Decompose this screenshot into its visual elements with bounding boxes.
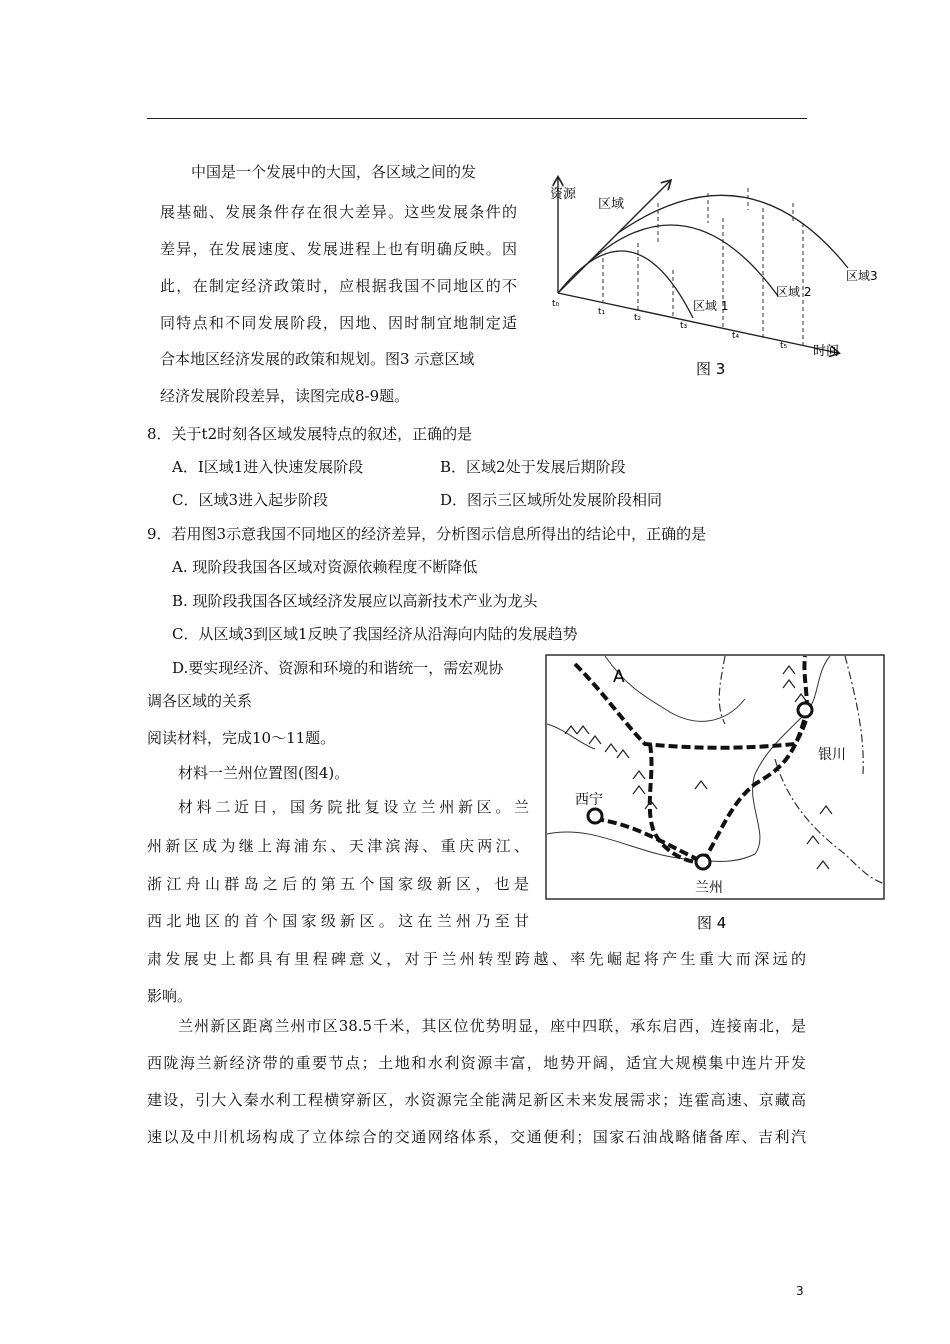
para3-line-3: 建设，引大入秦水利工程横穿新区，水资源完全能满足新区未来发展需求；连霍高速、京藏高	[147, 1091, 806, 1109]
material-2-line-2: 州新区成为继上海浦东、天津滨海、重庆两江、	[147, 837, 529, 855]
yinchuan-marker	[798, 703, 812, 717]
intro-line-2: 展基础、发展条件存在很大差异。这些发展条件的	[160, 203, 517, 221]
intro-line-6: 合本地区经济发展的政策和规划。图3 示意区域	[160, 350, 475, 368]
map-label-a: A	[613, 667, 625, 687]
para3-line-2: 西陇海兰新经济带的重要节点；土地和水利资源丰富，地势开阔，适宜大规模集中连片开发	[147, 1054, 806, 1072]
q8-option-d: D．图示三区域所处发展阶段相同	[440, 491, 663, 509]
fig3-t4: t₄	[732, 331, 740, 341]
q8-stem: 8．关于t2时刻各区域发展特点的叙述，正确的是	[147, 425, 473, 443]
intro-line-7: 经济发展阶段差异，读图完成8-9题。	[160, 387, 410, 405]
q9-option-d-line-2: 调各区域的关系	[147, 692, 253, 710]
fig3-curve-label-3: 区域3	[846, 269, 878, 283]
fig3-x-axis-label: 时间	[813, 344, 840, 359]
figure-4	[545, 654, 887, 934]
fig3-t2: t₂	[634, 313, 642, 323]
material-2-line-4: 西北地区的首个国家级新区。这在兰州乃至甘	[147, 912, 529, 930]
fig3-t3: t₃	[680, 321, 688, 331]
intro-line-4: 此，在制定经济政策时，应根据我国不同地区的不	[160, 277, 517, 295]
read-material-prompt: 阅读材料，完成10～11题。	[147, 729, 336, 747]
material-2-line-5: 肃发展史上都具有里程碑意义，对于兰州转型跨越、率先崛起将产生重大而深远的	[147, 950, 806, 968]
fig3-t0: t₀	[552, 299, 560, 309]
para3-line-4: 速以及中川机场构成了立体综合的交通网络体系，交通便利；国家石油战略储备库、吉利汽	[147, 1128, 806, 1146]
fig3-curve-label-1: 区域 1	[693, 299, 729, 313]
material-1: 材料一兰州位置图(图4)。	[178, 764, 350, 782]
material-2-line-1: 材料二近日，国务院批复设立兰州新区。兰	[178, 798, 529, 816]
material-2-line-3: 浙江舟山群岛之后的第五个国家级新区，也是	[147, 875, 529, 893]
material-2-line-6: 影响。	[147, 987, 193, 1005]
figure-4-graphic	[545, 654, 887, 934]
fig3-caption: 图 3	[696, 360, 726, 378]
map-frame	[546, 655, 884, 899]
para3-line-1: 兰州新区距离兰州市区38.5千米，其区位优势明显，座中四联，承东启西，连接南北，是	[178, 1017, 806, 1035]
q9-option-c: C．从区域3到区域1反映了我国经济从沿海向内陆的发展趋势	[172, 625, 578, 643]
fig3-region-axis-label: 区域	[598, 197, 625, 212]
city-label-xining: 西宁	[575, 792, 603, 808]
intro-line-3: 差异，在发展速度、发展进程上也有明确反映。因	[160, 240, 517, 258]
fig3-y-axis-label: 资源	[550, 187, 577, 202]
figure-3-graphic	[548, 148, 900, 380]
fig3-t5: t₅	[780, 341, 788, 351]
fig3-curve-label-2: 区域 2	[776, 285, 812, 299]
fig3-t1: t₁	[598, 307, 606, 317]
intro-line-5: 同特点和不同发展阶段，因地、因时制宜地制定适	[160, 314, 517, 332]
fig4-caption: 图 4	[697, 914, 727, 932]
q8-option-b: B．区域2处于发展后期阶段	[440, 458, 626, 476]
lanzhou-marker	[696, 855, 710, 869]
figure-3	[548, 148, 900, 380]
q9-option-a: A. 现阶段我国各区域对资源依赖程度不断降低	[172, 558, 478, 576]
header-rule	[147, 118, 807, 119]
page-number: 3	[796, 1284, 804, 1298]
city-label-yinchuan: 银川	[818, 747, 846, 763]
q9-option-b: B. 现阶段我国各区域经济发展应以高新技术产业为龙头	[172, 592, 538, 610]
xining-marker	[588, 809, 602, 823]
curve-region-2	[588, 225, 778, 296]
guide-lines	[603, 188, 803, 346]
q9-option-d-line-1: D.要实现经济、资源和环境的和谐统一，需宏观协	[172, 659, 504, 677]
q9-stem: 9．若用图3示意我国不同地区的经济差异，分析图示信息所得出的结论中，正确的是	[147, 525, 707, 543]
q8-option-c: C．区域3进入起步阶段	[172, 491, 329, 509]
intro-line-1: 中国是一个发展中的大国，各区域之间的发	[191, 163, 477, 181]
curve-region-3	[618, 195, 848, 268]
city-label-lanzhou: 兰州	[695, 880, 723, 896]
q8-option-a: A．I区域1进入快速发展阶段	[172, 458, 364, 476]
